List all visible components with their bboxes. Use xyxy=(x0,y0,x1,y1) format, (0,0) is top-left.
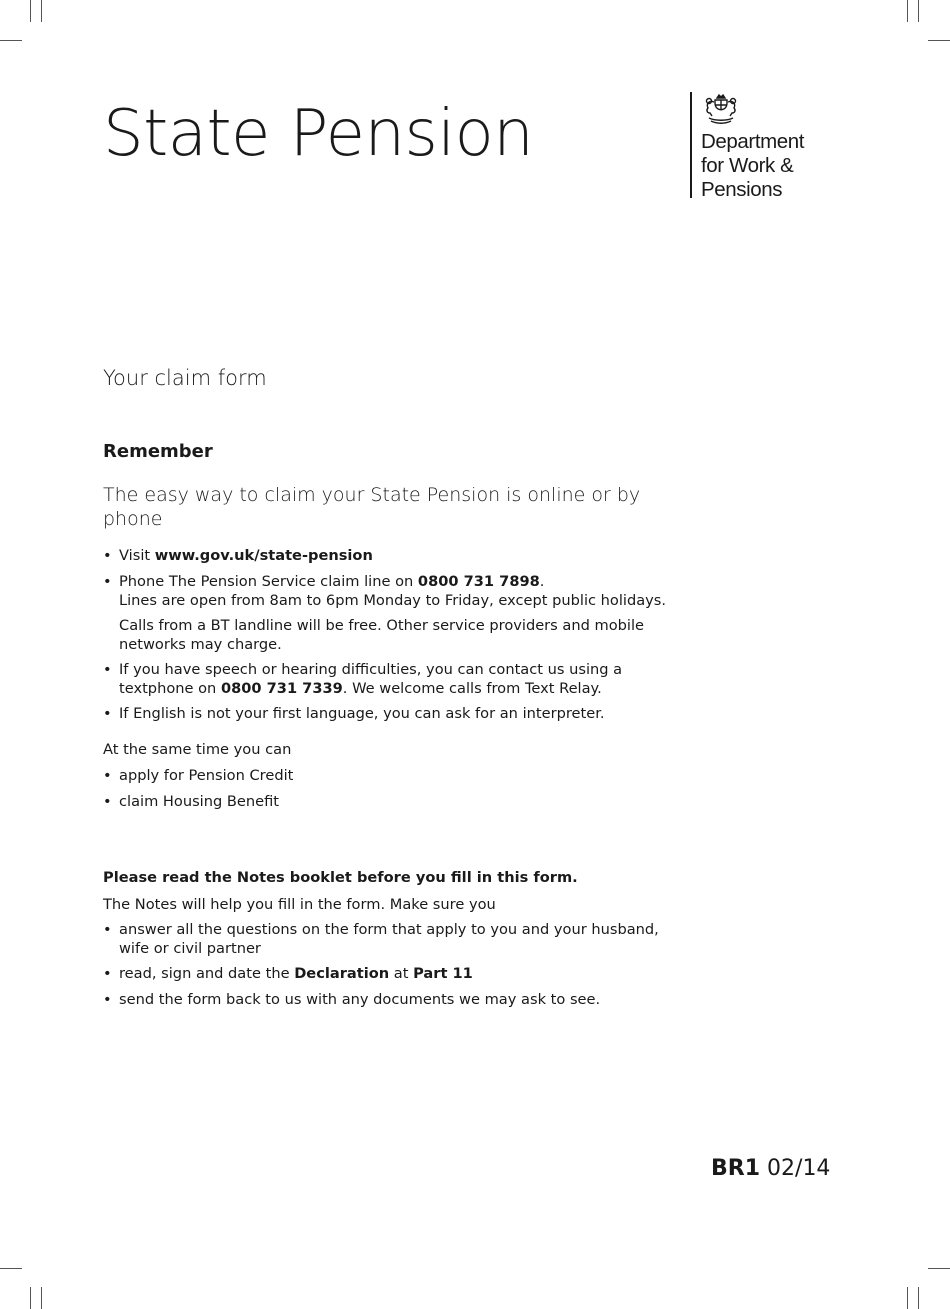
crop-mark xyxy=(928,1268,950,1269)
list-item: • claim Housing Benefit xyxy=(103,792,683,811)
list-item: • If English is not your first language, you can ask for an interpreter. xyxy=(103,704,683,723)
form-id: BR1 xyxy=(711,1156,761,1181)
list-item: • apply for Pension Credit xyxy=(103,766,683,785)
crop-mark xyxy=(907,1287,908,1309)
list-item: • Visit www.gov.uk/state-pension xyxy=(103,546,683,565)
same-time-heading: At the same time you can xyxy=(103,741,292,758)
notes-instruction: Please read the Notes booklet before you fill in this form. xyxy=(103,869,578,886)
crop-mark xyxy=(907,0,908,22)
list-item: • send the form back to us with any documents we may ask to see. xyxy=(103,990,683,1009)
logo-line: Pensions xyxy=(701,178,783,201)
notes-intro: The Notes will help you fill in the form. Make sure you xyxy=(103,896,496,913)
form-code xyxy=(711,1156,830,1181)
same-time-section xyxy=(103,740,683,811)
contact-list xyxy=(103,546,683,723)
crop-mark xyxy=(30,1287,31,1309)
website-link[interactable]: www.gov.uk/state-pension xyxy=(154,547,373,564)
crop-mark xyxy=(30,0,31,22)
logo-line: Department xyxy=(701,130,805,153)
dwp-logo xyxy=(690,92,840,200)
crop-mark xyxy=(0,1268,22,1269)
lead-paragraph: The easy way to claim your State Pension is online or by phone xyxy=(103,484,641,530)
logo-rule xyxy=(690,92,692,198)
textphone-number: 0800 731 7339 xyxy=(220,680,343,697)
crop-mark xyxy=(928,40,950,41)
crop-mark xyxy=(918,0,919,22)
opening-hours: Lines are open from 8am to 6pm Monday to Friday, except public holidays. xyxy=(119,592,667,609)
list-item: • answer all the questions on the form that apply to you and your husband, wife or civil partner xyxy=(103,920,659,958)
claim-line-number: 0800 731 7898 xyxy=(417,573,540,590)
remember-heading: Remember xyxy=(103,441,213,462)
declaration-ref: Declaration xyxy=(294,965,390,982)
part-ref: Part 11 xyxy=(413,965,473,982)
notes-section xyxy=(103,868,683,1009)
calls-note: Calls from a BT landline will be free. Other service providers and mobile networks may charge. xyxy=(119,617,645,653)
list-item: • Phone The Pension Service claim line on 0800 731 7898. Lines are open from 8am to 6pm Monday to Friday, except public holidays. xyxy=(103,572,683,610)
royal-coat-of-arms-icon xyxy=(701,94,741,126)
list-item: • read, sign and date the Declaration at Part 11 xyxy=(103,964,683,983)
crop-mark xyxy=(41,0,42,22)
crop-mark xyxy=(41,1287,42,1309)
crop-mark xyxy=(0,40,22,41)
form-date: 02/14 xyxy=(767,1156,831,1181)
crop-mark xyxy=(918,1287,919,1309)
page-title: State Pension xyxy=(103,97,534,171)
list-item: • If you have speech or hearing difficulties, you can contact us using a textphone on 0800 731 7339. We welcome calls from Text Relay. xyxy=(103,660,683,698)
logo-line: for Work & xyxy=(701,154,794,177)
form-subtitle: Your claim form xyxy=(103,366,267,390)
